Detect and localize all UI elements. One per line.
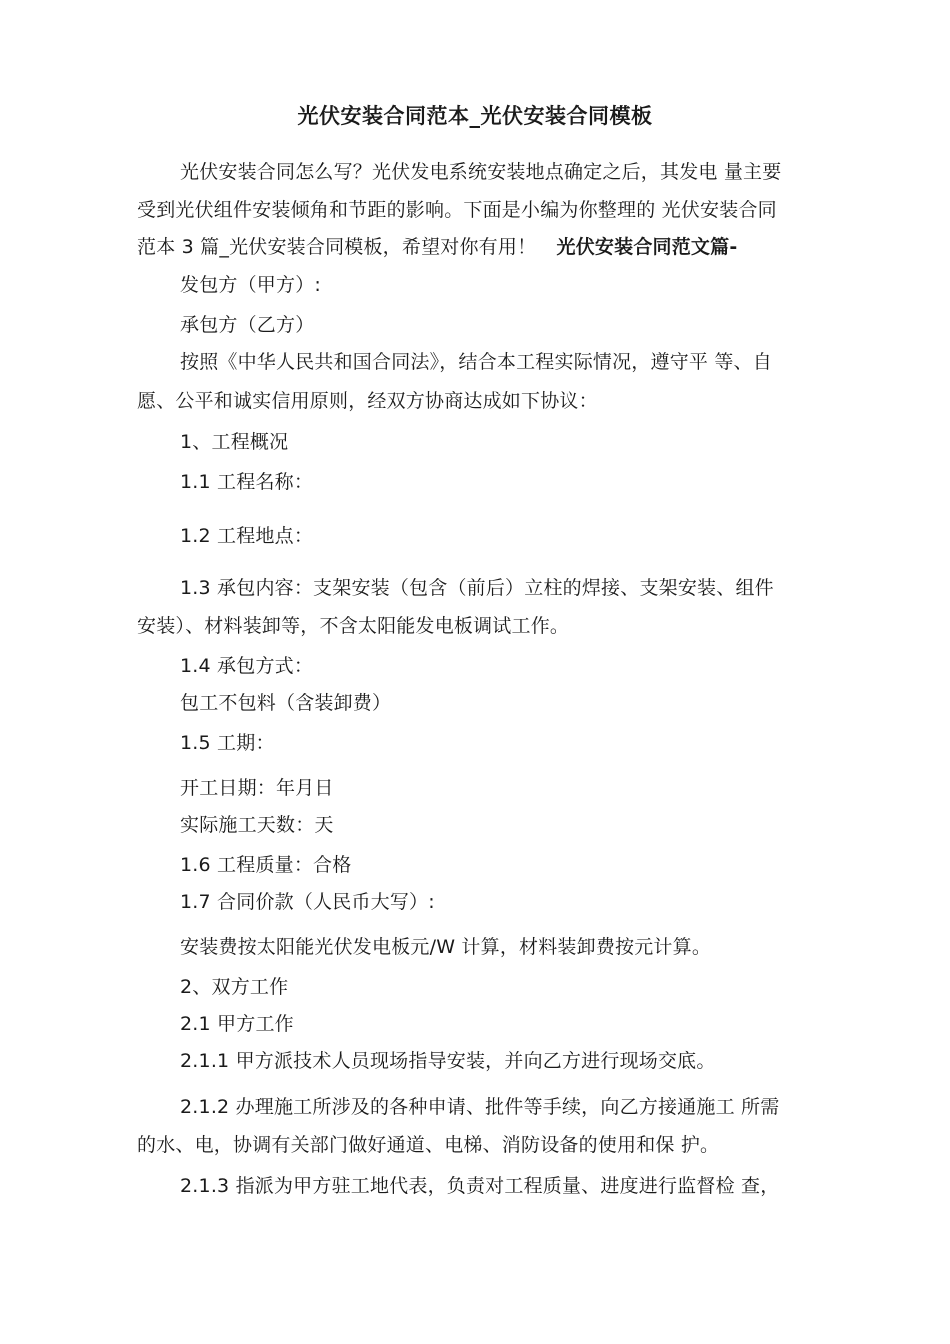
item-2-1-1: 2.1.1 甲方派技术人员现场指导安装，并向乙方进行现场交底。 <box>180 1050 716 1072</box>
contract-mode-label: 1.4 承包方式： <box>180 655 314 677</box>
document-title: 光伏安装合同范本_光伏安装合同模板 <box>297 104 653 128</box>
agreement-line-1: 按照《中华人民共和国合同法》，结合本工程实际情况，遵守平 等、自 <box>180 351 772 373</box>
project-name-label: 1.1 工程名称： <box>180 471 314 493</box>
intro-line-1: 光伏安装合同怎么写？光伏发电系统安装地点确定之后，其发电 量主要 <box>180 161 782 183</box>
party-a-work-heading: 2.1 甲方工作 <box>180 1013 294 1035</box>
scope-line-1: 1.3 承包内容：支架安装（包含（前后）立柱的焊接、支架安装、组件 <box>180 577 774 599</box>
fee-description: 安装费按太阳能光伏发电板元/W 计算，材料装卸费按元计算。 <box>180 936 712 958</box>
start-date-label: 开工日期：年月日 <box>180 777 334 799</box>
item-2-1-3-line-1: 2.1.3 指派为甲方驻工地代表，负责对工程质量、进度进行监督检 查， <box>180 1175 780 1197</box>
item-2-1-2-line-1: 2.1.2 办理施工所涉及的各种申请、批件等手续，向乙方接通施工 所需 <box>180 1096 780 1118</box>
party-a-label: 发包方（甲方）: <box>180 274 322 296</box>
section-heading-first-contract: 光伏安装合同范文篇- <box>556 236 738 258</box>
item-2-1-2-line-2: 的水、电，协调有关部门做好通道、电梯、消防设备的使用和保 护。 <box>137 1134 720 1156</box>
period-label: 1.5 工期： <box>180 732 275 754</box>
party-b-label: 承包方（乙方） <box>180 314 315 336</box>
intro-line-3 <box>137 235 737 259</box>
intro-line-3-text: 范本 3 篇_光伏安装合同模板，希望对你有用！ <box>137 236 537 258</box>
quality-label: 1.6 工程质量：合格 <box>180 854 352 876</box>
scope-line-2: 安装）、材料装卸等，不含太阳能发电板调试工作。 <box>137 615 570 637</box>
actual-days-label: 实际施工天数：天 <box>180 814 334 836</box>
section-2-heading: 2、双方工作 <box>180 976 289 998</box>
agreement-line-2: 愿、公平和诚实信用原则，经双方协商达成如下协议： <box>137 390 598 412</box>
price-label: 1.7 合同价款（人民币大写）: <box>180 891 435 913</box>
contract-mode-value: 包工不包料（含装卸费） <box>180 692 392 714</box>
section-1-heading: 1、工程概况 <box>180 431 289 453</box>
intro-line-2: 受到光伏组件安装倾角和节距的影响。下面是小编为你整理的 光伏安装合同 <box>137 199 777 221</box>
project-location-label: 1.2 工程地点： <box>180 525 314 547</box>
